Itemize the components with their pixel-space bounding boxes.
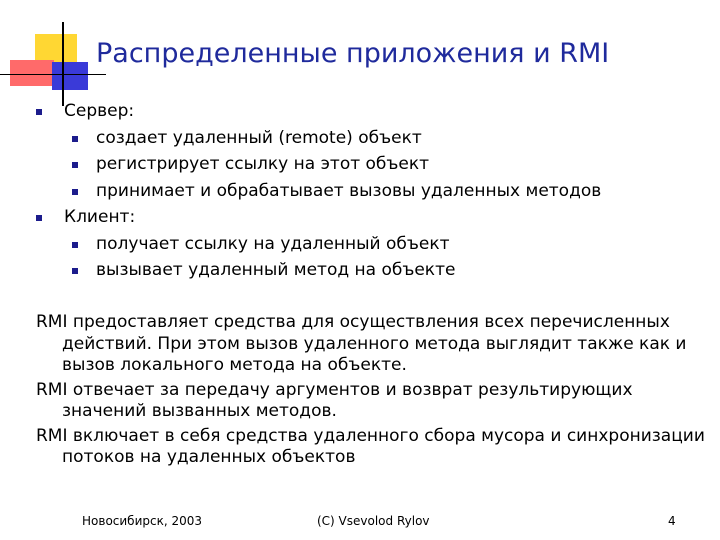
bullet-text: регистрирует ссылку на этот объект (96, 154, 430, 174)
bullet-text: получает ссылку на удаленный объект (96, 233, 450, 254)
square-bullet-icon (72, 268, 78, 274)
square-bullet-icon (72, 242, 78, 248)
bullet-text: Клиент: (64, 207, 136, 227)
deco-red-square (10, 60, 54, 86)
slide-logo-decoration (0, 0, 110, 110)
bullet-text: создает удаленный (remote) объект (96, 127, 422, 148)
paragraph: RMI предоставляет средства для осуществления всех перечисленных действий. При этом вызов удаленного метода выглядит также как и вызов локального метода на объекте. (36, 312, 687, 375)
footer-location-year: Новосибирск, 2003 (82, 514, 203, 528)
square-bullet-icon (72, 162, 78, 168)
square-bullet-icon (36, 109, 42, 115)
deco-vertical-line (62, 22, 64, 106)
bullet-list (34, 100, 601, 286)
bullet-client (34, 206, 601, 233)
deco-horizontal-line (0, 74, 106, 75)
square-bullet-icon (72, 136, 78, 142)
bullet-text: Сервер: (64, 101, 135, 121)
paragraph: RMI включает в себя средства удаленного сбора мусора и синхронизации потоков на удаленных объектов (36, 425, 705, 467)
square-bullet-icon (72, 189, 78, 195)
sub-bullet (34, 180, 601, 207)
footer-copyright: (C) Vsevolod Rylov (317, 514, 430, 528)
sub-bullet (34, 233, 601, 260)
sub-bullet (34, 153, 601, 180)
slide-title: Распределенные приложения и RMI (96, 38, 610, 69)
sub-bullet (34, 127, 601, 154)
bullet-server (34, 100, 601, 127)
deco-blue-square (52, 62, 88, 90)
rmi-description (36, 312, 708, 472)
bullet-text: вызывает удаленный метод на объекте (96, 260, 456, 280)
sub-bullet (34, 259, 601, 286)
bullet-text: принимает и обрабатывает вызовы удаленных методов (96, 180, 602, 201)
square-bullet-icon (36, 215, 42, 221)
paragraph: RMI отвечает за передачу аргументов и возврат результирующих значений вызванных методов. (36, 379, 633, 421)
slide-number: 4 (668, 514, 676, 528)
